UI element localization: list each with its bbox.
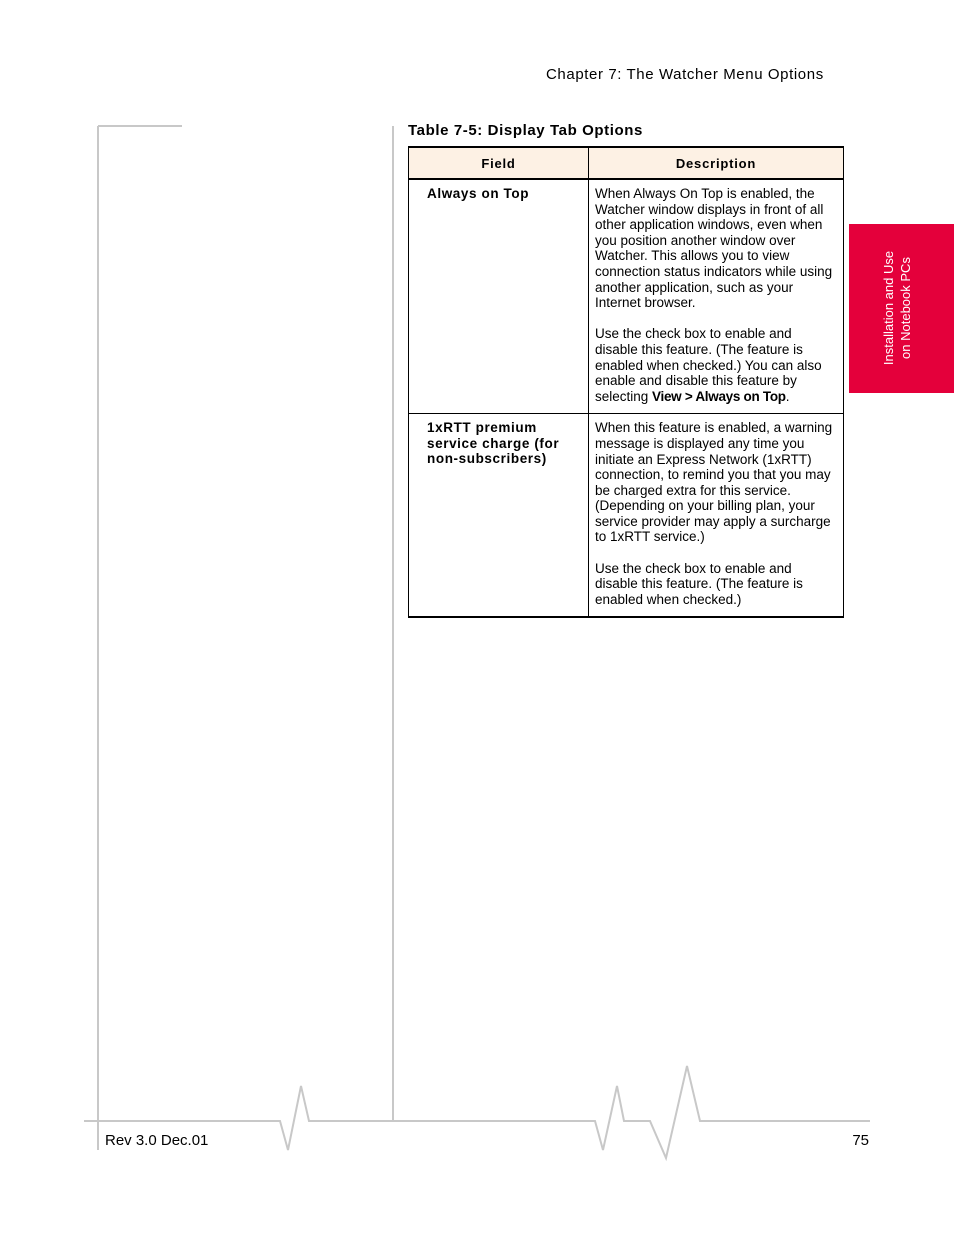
field-always-on-top: Always on Top: [409, 179, 589, 414]
column-header-description: Description: [589, 147, 844, 179]
table-row: [409, 179, 844, 414]
table-caption: Table 7-5: Display Tab Options: [408, 122, 643, 139]
field-1xrtt-premium-charge: 1xRTT premium service charge (for non-subscribers): [409, 414, 589, 618]
description-paragraph: When Always On Top is enabled, the Watcher window displays in front of all other application windows, even when you position another window over Watcher. This allows you to view connection status indicators while using another application, such as your Internet browser.: [595, 186, 833, 311]
column-header-field: Field: [409, 147, 589, 179]
table-row: [409, 414, 844, 618]
description-text-end: .: [785, 388, 790, 404]
description-paragraph: Use the check box to enable and disable this feature. (The feature is enabled when checked.): [595, 560, 803, 607]
side-tab-line-2: on Notebook PCs: [898, 257, 913, 359]
description-text: Use the check box to enable and disable this feature. (The feature is enabled when checked.) You can also enable and disable this feature by selecting: [595, 326, 822, 404]
footer-revision: Rev 3.0 Dec.01: [105, 1132, 209, 1149]
chapter-header: Chapter 7: The Watcher Menu Options: [546, 66, 824, 83]
table-header-row: [409, 147, 844, 179]
description-paragraph: When this feature is enabled, a warning message is displayed any time you initiate an Express Network (1xRTT) connection, to remind you that you may be charged extra for this service. (Depending on your billing plan, your service provider may apply a surcharge to 1xRTT service.): [595, 420, 833, 545]
description-always-on-top: [589, 179, 844, 414]
side-tab-line-1: Installation and Use: [881, 250, 896, 366]
footer-page-number: 75: [852, 1132, 869, 1149]
display-tab-options-table: [408, 146, 844, 618]
menu-path-reference: View > Always on Top: [652, 388, 786, 404]
description-paragraph: [595, 326, 837, 404]
description-1xrtt-premium-charge: [589, 414, 844, 618]
